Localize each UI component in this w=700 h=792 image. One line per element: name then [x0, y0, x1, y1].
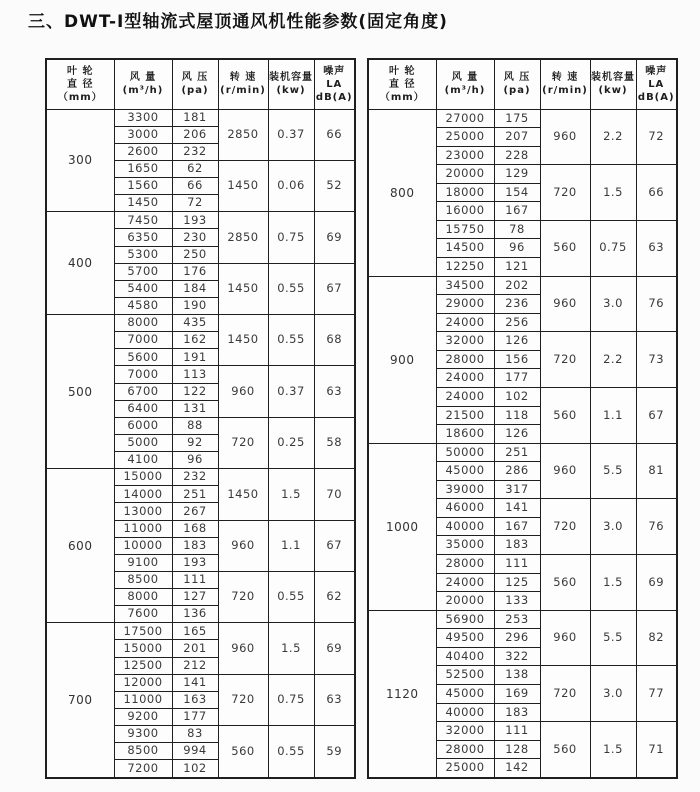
airflow-cell: 5000 [114, 434, 172, 451]
airflow-cell: 12500 [114, 657, 172, 674]
airflow-cell: 17500 [114, 623, 172, 640]
power-cell: 0.55 [268, 571, 314, 622]
column-header: 转 速 (r/min) [540, 59, 590, 109]
pressure-cell: 113 [172, 366, 218, 383]
airflow-cell: 23000 [436, 146, 494, 165]
noise-cell: 62 [314, 571, 355, 622]
performance-table-left [45, 58, 356, 779]
airflow-cell: 24000 [436, 573, 494, 592]
table-row [46, 212, 355, 229]
noise-cell: 77 [636, 666, 677, 722]
airflow-cell: 6400 [114, 400, 172, 417]
table-row [46, 469, 355, 486]
airflow-cell: 46000 [436, 499, 494, 518]
pressure-cell: 141 [494, 499, 540, 518]
speed-cell: 560 [540, 722, 590, 778]
column-header: 噪声 LA dB(A) [314, 59, 355, 109]
power-cell: 0.55 [268, 263, 314, 314]
airflow-cell: 7000 [114, 332, 172, 349]
noise-cell: 67 [314, 520, 355, 571]
speed-cell: 960 [540, 443, 590, 499]
pressure-cell: 128 [494, 740, 540, 759]
column-header: 叶 轮 直 径 （mm） [46, 59, 114, 109]
noise-cell: 76 [636, 499, 677, 555]
pressure-cell: 169 [494, 684, 540, 703]
pressure-cell: 96 [172, 452, 218, 469]
pressure-cell: 168 [172, 520, 218, 537]
pressure-cell: 256 [494, 313, 540, 332]
pressure-cell: 125 [494, 573, 540, 592]
airflow-cell: 40000 [436, 517, 494, 536]
airflow-cell: 14500 [436, 239, 494, 258]
noise-cell: 70 [314, 469, 355, 520]
noise-cell: 73 [636, 332, 677, 388]
speed-cell: 960 [218, 366, 268, 417]
pressure-cell: 66 [172, 178, 218, 195]
power-cell: 1.1 [590, 387, 636, 443]
airflow-cell: 5300 [114, 246, 172, 263]
pressure-cell: 131 [172, 400, 218, 417]
power-cell: 0.75 [268, 674, 314, 725]
pressure-cell: 202 [494, 276, 540, 295]
diameter-cell: 400 [46, 212, 114, 315]
airflow-cell: 12250 [436, 258, 494, 277]
pressure-cell: 126 [494, 332, 540, 351]
pressure-cell: 162 [172, 332, 218, 349]
pressure-cell: 176 [172, 263, 218, 280]
airflow-cell: 40400 [436, 647, 494, 666]
airflow-cell: 24000 [436, 369, 494, 388]
power-cell: 2.2 [590, 109, 636, 165]
pressure-cell: 183 [494, 703, 540, 722]
airflow-cell: 15000 [114, 469, 172, 486]
airflow-cell: 56900 [436, 610, 494, 629]
pressure-cell: 102 [172, 760, 218, 778]
power-cell: 2.2 [590, 332, 636, 388]
speed-cell: 960 [540, 610, 590, 666]
column-header: 装机容量 (kw) [268, 59, 314, 109]
pressure-cell: 92 [172, 434, 218, 451]
pressure-cell: 127 [172, 589, 218, 606]
header-row [368, 59, 677, 109]
speed-cell: 720 [540, 332, 590, 388]
power-cell: 0.75 [590, 220, 636, 276]
airflow-cell: 5400 [114, 280, 172, 297]
airflow-cell: 7200 [114, 760, 172, 778]
pressure-cell: 317 [494, 480, 540, 499]
airflow-cell: 3300 [114, 109, 172, 126]
airflow-cell: 32000 [436, 722, 494, 741]
noise-cell: 82 [636, 610, 677, 666]
airflow-cell: 8500 [114, 571, 172, 588]
pressure-cell: 118 [494, 406, 540, 425]
performance-table-right [367, 58, 678, 779]
diameter-cell: 900 [368, 276, 436, 443]
power-cell: 1.5 [590, 165, 636, 221]
airflow-cell: 5700 [114, 263, 172, 280]
pressure-cell: 322 [494, 647, 540, 666]
pressure-cell: 286 [494, 462, 540, 481]
pressure-cell: 122 [172, 383, 218, 400]
pressure-cell: 184 [172, 280, 218, 297]
noise-cell: 63 [314, 366, 355, 417]
airflow-cell: 27000 [436, 109, 494, 128]
pressure-cell: 296 [494, 629, 540, 648]
airflow-cell: 25000 [436, 759, 494, 778]
airflow-cell: 7450 [114, 212, 172, 229]
speed-cell: 720 [540, 165, 590, 221]
noise-cell: 58 [314, 417, 355, 468]
airflow-cell: 35000 [436, 536, 494, 555]
column-header: 风 压 (pa) [494, 59, 540, 109]
speed-cell: 560 [540, 555, 590, 611]
airflow-cell: 15000 [114, 640, 172, 657]
airflow-cell: 8500 [114, 743, 172, 760]
noise-cell: 76 [636, 276, 677, 332]
noise-cell: 69 [314, 212, 355, 263]
pressure-cell: 154 [494, 183, 540, 202]
pressure-cell: 191 [172, 349, 218, 366]
airflow-cell: 4580 [114, 297, 172, 314]
table-row [368, 443, 677, 462]
power-cell: 0.55 [268, 315, 314, 366]
airflow-cell: 45000 [436, 462, 494, 481]
airflow-cell: 11000 [114, 691, 172, 708]
speed-cell: 960 [540, 109, 590, 165]
noise-cell: 71 [636, 722, 677, 778]
noise-cell: 69 [636, 555, 677, 611]
noise-cell: 67 [636, 387, 677, 443]
pressure-cell: 165 [172, 623, 218, 640]
speed-cell: 560 [540, 220, 590, 276]
page-title: 三、DWT-I型轴流式屋顶通风机性能参数(固定角度) [28, 12, 448, 32]
speed-cell: 2850 [218, 212, 268, 263]
diameter-cell: 700 [46, 623, 114, 778]
column-header: 噪声 LA dB(A) [636, 59, 677, 109]
speed-cell: 1450 [218, 469, 268, 520]
pressure-cell: 102 [494, 387, 540, 406]
airflow-cell: 34500 [436, 276, 494, 295]
power-cell: 3.0 [590, 499, 636, 555]
pressure-cell: 175 [494, 109, 540, 128]
pressure-cell: 193 [172, 554, 218, 571]
pressure-cell: 163 [172, 691, 218, 708]
column-header: 风 量 (m³/h) [436, 59, 494, 109]
diameter-cell: 1000 [368, 443, 436, 610]
speed-cell: 560 [218, 726, 268, 779]
table-row [368, 109, 677, 128]
airflow-cell: 52500 [436, 666, 494, 685]
power-cell: 1.5 [268, 469, 314, 520]
airflow-cell: 4100 [114, 452, 172, 469]
pressure-cell: 126 [494, 425, 540, 444]
pressure-cell: 267 [172, 503, 218, 520]
speed-cell: 1450 [218, 315, 268, 366]
pressure-cell: 994 [172, 743, 218, 760]
noise-cell: 81 [636, 443, 677, 499]
pressure-cell: 236 [494, 295, 540, 314]
airflow-cell: 9100 [114, 554, 172, 571]
speed-cell: 1450 [218, 160, 268, 211]
noise-cell: 69 [314, 623, 355, 674]
power-cell: 0.37 [268, 109, 314, 160]
speed-cell: 960 [540, 276, 590, 332]
airflow-cell: 24000 [436, 387, 494, 406]
speed-cell: 2850 [218, 109, 268, 160]
speed-cell: 720 [218, 674, 268, 725]
airflow-cell: 28000 [436, 350, 494, 369]
pressure-cell: 253 [494, 610, 540, 629]
power-cell: 5.5 [590, 443, 636, 499]
airflow-cell: 25000 [436, 128, 494, 147]
airflow-cell: 16000 [436, 202, 494, 221]
airflow-cell: 29000 [436, 295, 494, 314]
airflow-cell: 28000 [436, 555, 494, 574]
pressure-cell: 206 [172, 126, 218, 143]
airflow-cell: 32000 [436, 332, 494, 351]
airflow-cell: 14000 [114, 486, 172, 503]
noise-cell: 63 [636, 220, 677, 276]
airflow-cell: 45000 [436, 684, 494, 703]
noise-cell: 59 [314, 726, 355, 779]
diameter-cell: 500 [46, 315, 114, 469]
noise-cell: 68 [314, 315, 355, 366]
airflow-cell: 5600 [114, 349, 172, 366]
pressure-cell: 96 [494, 239, 540, 258]
pressure-cell: 201 [172, 640, 218, 657]
pressure-cell: 435 [172, 315, 218, 332]
airflow-cell: 24000 [436, 313, 494, 332]
airflow-cell: 2600 [114, 143, 172, 160]
power-cell: 1.5 [268, 623, 314, 674]
speed-cell: 720 [540, 499, 590, 555]
noise-cell: 67 [314, 263, 355, 314]
noise-cell: 52 [314, 160, 355, 211]
pressure-cell: 212 [172, 657, 218, 674]
pressure-cell: 156 [494, 350, 540, 369]
speed-cell: 720 [218, 417, 268, 468]
speed-cell: 1450 [218, 263, 268, 314]
pressure-cell: 251 [172, 486, 218, 503]
power-cell: 1.1 [268, 520, 314, 571]
airflow-cell: 9300 [114, 726, 172, 743]
airflow-cell: 39000 [436, 480, 494, 499]
pressure-cell: 62 [172, 160, 218, 177]
power-cell: 0.25 [268, 417, 314, 468]
pressure-cell: 177 [494, 369, 540, 388]
pressure-cell: 121 [494, 258, 540, 277]
power-cell: 0.55 [268, 726, 314, 779]
airflow-cell: 15750 [436, 220, 494, 239]
pressure-cell: 177 [172, 708, 218, 725]
speed-cell: 960 [218, 623, 268, 674]
noise-cell: 63 [314, 674, 355, 725]
airflow-cell: 20000 [436, 165, 494, 184]
pressure-cell: 111 [172, 571, 218, 588]
airflow-cell: 28000 [436, 740, 494, 759]
airflow-cell: 49500 [436, 629, 494, 648]
speed-cell: 720 [218, 571, 268, 622]
airflow-cell: 50000 [436, 443, 494, 462]
airflow-cell: 12000 [114, 674, 172, 691]
pressure-cell: 207 [494, 128, 540, 147]
column-header: 装机容量 (kw) [590, 59, 636, 109]
speed-cell: 720 [540, 666, 590, 722]
diameter-cell: 600 [46, 469, 114, 623]
pressure-cell: 167 [494, 517, 540, 536]
airflow-cell: 10000 [114, 537, 172, 554]
pressure-cell: 193 [172, 212, 218, 229]
pressure-cell: 88 [172, 417, 218, 434]
power-cell: 3.0 [590, 666, 636, 722]
pressure-cell: 111 [494, 555, 540, 574]
power-cell: 0.06 [268, 160, 314, 211]
noise-cell: 72 [636, 109, 677, 165]
airflow-cell: 9200 [114, 708, 172, 725]
power-cell: 0.75 [268, 212, 314, 263]
airflow-cell: 1650 [114, 160, 172, 177]
power-cell: 1.5 [590, 722, 636, 778]
table-row [368, 276, 677, 295]
pressure-cell: 230 [172, 229, 218, 246]
airflow-cell: 3000 [114, 126, 172, 143]
column-header: 叶 轮 直 径 （mm） [368, 59, 436, 109]
power-cell: 5.5 [590, 610, 636, 666]
pressure-cell: 183 [172, 537, 218, 554]
noise-cell: 66 [314, 109, 355, 160]
airflow-cell: 6000 [114, 417, 172, 434]
airflow-cell: 6700 [114, 383, 172, 400]
pressure-cell: 141 [172, 674, 218, 691]
pressure-cell: 78 [494, 220, 540, 239]
pressure-cell: 136 [172, 606, 218, 623]
diameter-cell: 300 [46, 109, 114, 212]
pressure-cell: 142 [494, 759, 540, 778]
airflow-cell: 7600 [114, 606, 172, 623]
pressure-cell: 181 [172, 109, 218, 126]
airflow-cell: 18000 [436, 183, 494, 202]
column-header: 风 量 (m³/h) [114, 59, 172, 109]
noise-cell: 66 [636, 165, 677, 221]
pressure-cell: 251 [494, 443, 540, 462]
speed-cell: 560 [540, 387, 590, 443]
column-header: 转 速 (r/min) [218, 59, 268, 109]
airflow-cell: 1450 [114, 195, 172, 212]
airflow-cell: 11000 [114, 520, 172, 537]
pressure-cell: 190 [172, 297, 218, 314]
pressure-cell: 133 [494, 592, 540, 611]
pressure-cell: 250 [172, 246, 218, 263]
pressure-cell: 129 [494, 165, 540, 184]
airflow-cell: 6350 [114, 229, 172, 246]
airflow-cell: 7000 [114, 366, 172, 383]
airflow-cell: 13000 [114, 503, 172, 520]
pressure-cell: 83 [172, 726, 218, 743]
airflow-cell: 40000 [436, 703, 494, 722]
airflow-cell: 21500 [436, 406, 494, 425]
airflow-cell: 8000 [114, 589, 172, 606]
pressure-cell: 72 [172, 195, 218, 212]
airflow-cell: 20000 [436, 592, 494, 611]
speed-cell: 960 [218, 520, 268, 571]
diameter-cell: 1120 [368, 610, 436, 778]
power-cell: 1.5 [590, 555, 636, 611]
pressure-cell: 232 [172, 143, 218, 160]
power-cell: 0.37 [268, 366, 314, 417]
column-header: 风 压 (pa) [172, 59, 218, 109]
table-row [368, 610, 677, 629]
header-row [46, 59, 355, 109]
pressure-cell: 232 [172, 469, 218, 486]
table-row [46, 623, 355, 640]
power-cell: 3.0 [590, 276, 636, 332]
pressure-cell: 138 [494, 666, 540, 685]
diameter-cell: 800 [368, 109, 436, 276]
airflow-cell: 8000 [114, 315, 172, 332]
airflow-cell: 1560 [114, 178, 172, 195]
pressure-cell: 167 [494, 202, 540, 221]
pressure-cell: 111 [494, 722, 540, 741]
pressure-cell: 183 [494, 536, 540, 555]
pressure-cell: 228 [494, 146, 540, 165]
table-row [46, 315, 355, 332]
airflow-cell: 18600 [436, 425, 494, 444]
table-row [46, 109, 355, 126]
